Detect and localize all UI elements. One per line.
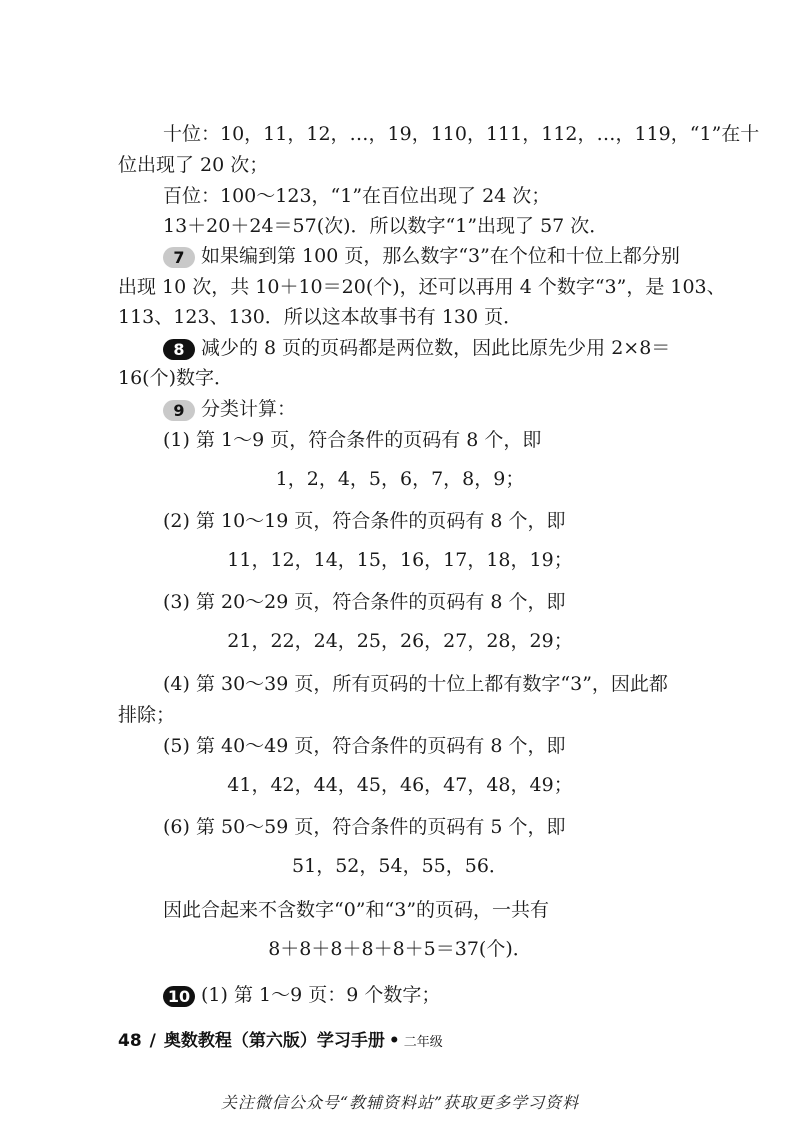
page-number: 48 bbox=[118, 1031, 142, 1051]
page-footer bbox=[118, 1026, 443, 1051]
case-line: (4) 第 30～39 页，所有页码的十位上都有数字“3”，因此都 bbox=[163, 673, 668, 695]
case-line: (6) 第 50～59 页，符合条件的页码有 5 个，即 bbox=[163, 816, 566, 838]
footer-separator: / bbox=[149, 1031, 156, 1051]
problem-8-line bbox=[163, 336, 670, 360]
case-line: (3) 第 20～29 页，符合条件的页码有 8 个，即 bbox=[163, 591, 566, 613]
case-line: (2) 第 10～19 页，符合条件的页码有 8 个，即 bbox=[163, 510, 566, 532]
text-line: 出现 10 次，共 10＋10＝20(个)，还可以再用 4 个数字“3”，是 103、 bbox=[118, 276, 726, 298]
text-span: 如果编到第 100 页，那么数字“3”在个位和十位上都分别 bbox=[201, 245, 680, 267]
grade-label: 二年级 bbox=[403, 1035, 443, 1050]
case-values: 41，42，44，45，46，47，48，49； bbox=[227, 774, 573, 796]
footer-dot: • bbox=[388, 1031, 400, 1051]
problem-10-line bbox=[163, 983, 440, 1007]
sum-equation: 8＋8＋8＋8＋8＋5＝37(个)． bbox=[268, 938, 532, 960]
text-line: 十位：10，11，12，…，19，110，111，112，…，119，“1”在十 bbox=[163, 123, 760, 145]
text-line: 16(个)数字． bbox=[118, 367, 234, 389]
text-span: (1) 第 1～9 页：9 个数字； bbox=[201, 984, 441, 1006]
case-values: 21，22，24，25，26，27，28，29； bbox=[227, 630, 573, 652]
problem-number-badge: 10 bbox=[163, 986, 195, 1007]
text-line: 13＋20＋24＝57(次)．所以数字“1”出现了 57 次． bbox=[163, 215, 609, 237]
case-line: (5) 第 40～49 页，符合条件的页码有 8 个，即 bbox=[163, 735, 566, 757]
text-span: 分类计算： bbox=[201, 398, 297, 420]
text-line: 位出现了 20 次； bbox=[118, 154, 269, 176]
text-line: 因此合起来不含数字“0”和“3”的页码，一共有 bbox=[163, 899, 550, 921]
problem-7-line bbox=[163, 244, 680, 268]
case-values: 51，52，54，55，56． bbox=[292, 855, 508, 877]
text-line: 百位：100～123，“1”在百位出现了 24 次； bbox=[163, 185, 551, 207]
problem-9-line bbox=[163, 397, 296, 421]
problem-number-badge: 8 bbox=[163, 339, 195, 360]
problem-number-badge: 9 bbox=[163, 400, 195, 421]
case-values: 1，2，4，5，6，7，8，9； bbox=[275, 468, 525, 490]
text-line: 排除； bbox=[118, 704, 176, 726]
text-span: 减少的 8 页的页码都是两位数，因此比原先少用 2×8＝ bbox=[201, 337, 671, 359]
text-line: 113、123、130．所以这本故事书有 130 页． bbox=[118, 306, 523, 328]
case-line: (1) 第 1～9 页，符合条件的页码有 8 个，即 bbox=[163, 429, 542, 451]
book-title: 奥数教程（第六版）学习手册 bbox=[163, 1031, 385, 1051]
problem-number-badge: 7 bbox=[163, 247, 195, 268]
wechat-notice: 关注微信公众号“教辅资料站”获取更多学习资料 bbox=[220, 1093, 580, 1112]
case-values: 11，12，14，15，16，17，18，19； bbox=[227, 549, 573, 571]
